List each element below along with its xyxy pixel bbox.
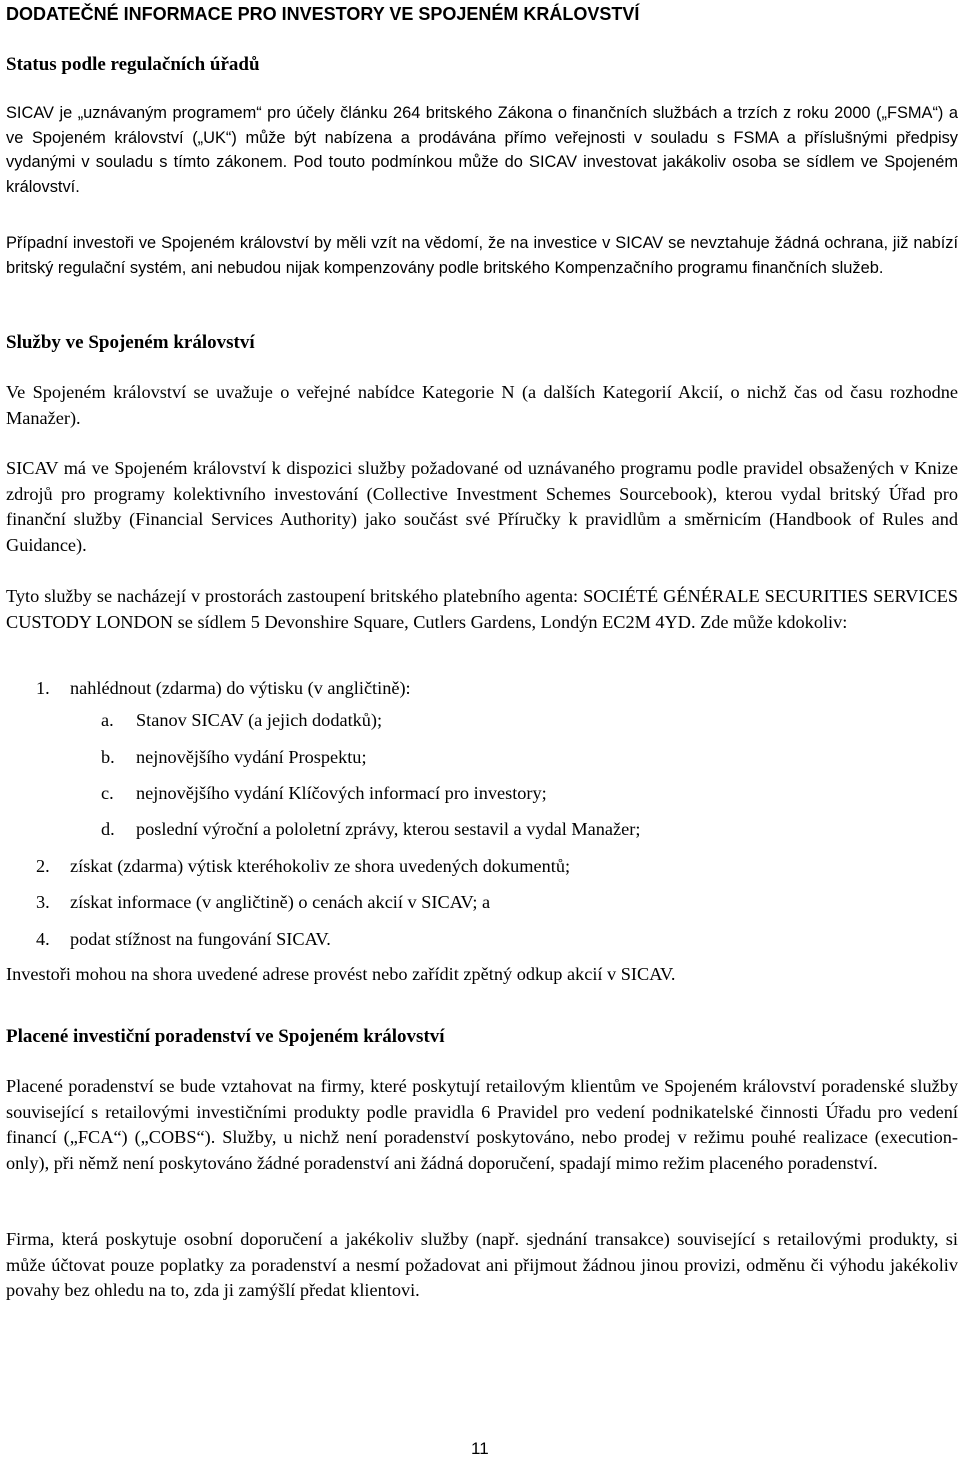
sublist-item-letter: a. bbox=[101, 710, 114, 730]
sublist-item-text: Stanov SICAV (a jejich dodatků); bbox=[136, 710, 383, 730]
paragraph-services-1: Ve Spojeném království se uvažuje o veřejné nabídce Kategorie N (a dalších Kategorií Akcií, o nichž čas od času rozhodne Manažer). bbox=[6, 382, 958, 428]
document-title: DODATEČNÉ INFORMACE PRO INVESTORY VE SPOJENÉM KRÁLOVSTVÍ bbox=[6, 4, 640, 24]
heading-advice: Placené investiční poradenství ve Spojeném království bbox=[6, 1026, 445, 1047]
list-item-text: podat stížnost na fungování SICAV. bbox=[70, 929, 331, 949]
paragraph-services-3: Tyto služby se nacházejí v prostorách zastoupení britského platebního agenta: SOCIÉTÉ GÉNÉRALE SECURITIES SERVICES CUSTODY LONDON se sídlem 5 Devonshire Square, Cutlers Gardens, Londýn EC2M 4YD. Zde může kdokoliv: bbox=[6, 586, 958, 632]
heading-status: Status podle regulačních úřadů bbox=[6, 54, 260, 75]
list-item-text: získat informace (v angličtině) o cenách akcií v SICAV; a bbox=[70, 892, 491, 912]
sublist-item-letter: d. bbox=[101, 819, 115, 839]
list-item bbox=[36, 890, 491, 914]
sublist-item bbox=[101, 708, 383, 732]
heading-services: Služby ve Spojeném království bbox=[6, 332, 255, 353]
sublist-item-letter: c. bbox=[101, 783, 114, 803]
list-item-number: 4. bbox=[36, 929, 50, 949]
list-item-text: nahlédnout (zdarma) do výtisku (v angličtině): bbox=[70, 678, 411, 698]
paragraph-advice-2: Firma, která poskytuje osobní doporučení a jakékoliv služby (např. sjednání transakce) související s retailovými produkty, si může účtovat pouze poplatky za poradenství a nesmí požadovat ani přijmout žádnou jinou provizi, odměnu či výhodu jakékoliv povahy bez ohledu na to, zda ji zamýšlí předat klientovi. bbox=[6, 1229, 958, 1300]
list-item bbox=[36, 927, 331, 951]
list-item-number: 3. bbox=[36, 892, 50, 912]
sublist-item bbox=[101, 781, 547, 805]
sublist-item bbox=[101, 817, 641, 841]
list-item bbox=[36, 676, 411, 700]
paragraph-status-1: SICAV je „uznávaným programem“ pro účely článku 264 britského Zákona o finančních službách a trzích z roku 2000 („FSMA“) a ve Spojeném království („UK“) může být nabízena a prodávána přímo veřejnosti v souladu s FSMA a příslušnými předpisy vydanými v souladu s tímto zákonem. Pod touto podmínkou může do SICAV investovat jakákoliv osoba se sídlem ve Spojeném království. bbox=[6, 104, 958, 196]
paragraph-services-2: SICAV má ve Spojeném království k dispozici služby požadované od uznávaného programu podle pravidel obsažených v Knize zdrojů pro programy kolektivního investování (Collective Investment Schemes Sourcebook), kterou vydal britský Úřad pro finanční služby (Financial Services Authority) jako součást své Příručky k pravidlům a směrnicím (Handbook of Rules and Guidance). bbox=[6, 458, 958, 555]
sublist-item-text: poslední výroční a pololetní zprávy, kterou sestavil a vydal Manažer; bbox=[136, 819, 641, 839]
sublist-item-letter: b. bbox=[101, 747, 115, 767]
page-number: 11 bbox=[471, 1439, 489, 1458]
paragraph-services-4: Investoři mohou na shora uvedené adrese provést nebo zařídit zpětný odkup akcií v SICAV. bbox=[6, 964, 676, 984]
list-item-text: získat (zdarma) výtisk kteréhokoliv ze shora uvedených dokumentů; bbox=[70, 856, 571, 876]
sublist-item bbox=[101, 745, 367, 769]
paragraph-status-2: Případní investoři ve Spojeném království by měli vzít na vědomí, že na investice v SICAV se nevztahuje žádná ochrana, již nabízí britský regulační systém, ani nebudou nijak kompenzovány podle britského Kompenzačního programu finančních služeb. bbox=[6, 234, 958, 277]
list-item bbox=[36, 854, 571, 878]
list-item-number: 1. bbox=[36, 678, 50, 698]
sublist-item-text: nejnovějšího vydání Prospektu; bbox=[136, 747, 367, 767]
list-item-number: 2. bbox=[36, 856, 50, 876]
paragraph-advice-1: Placené poradenství se bude vztahovat na firmy, které poskytují retailovým klientům ve Spojeném království poradenské služby související s retailovými investičními produkty podle pravidla 6 Pravidel pro vedení podnikatelské činnosti Úřadu pro vedení financí („FCA“) („COBS“). Služby, u nichž není poradenství poskytováno, nebo prodej v režimu pouhé realizace (execution-only), při němž není poskytováno žádné poradenství ani žádná doporučení, spadají mimo režim placeného poradenství. bbox=[6, 1076, 958, 1173]
sublist-item-text: nejnovějšího vydání Klíčových informací pro investory; bbox=[136, 783, 547, 803]
